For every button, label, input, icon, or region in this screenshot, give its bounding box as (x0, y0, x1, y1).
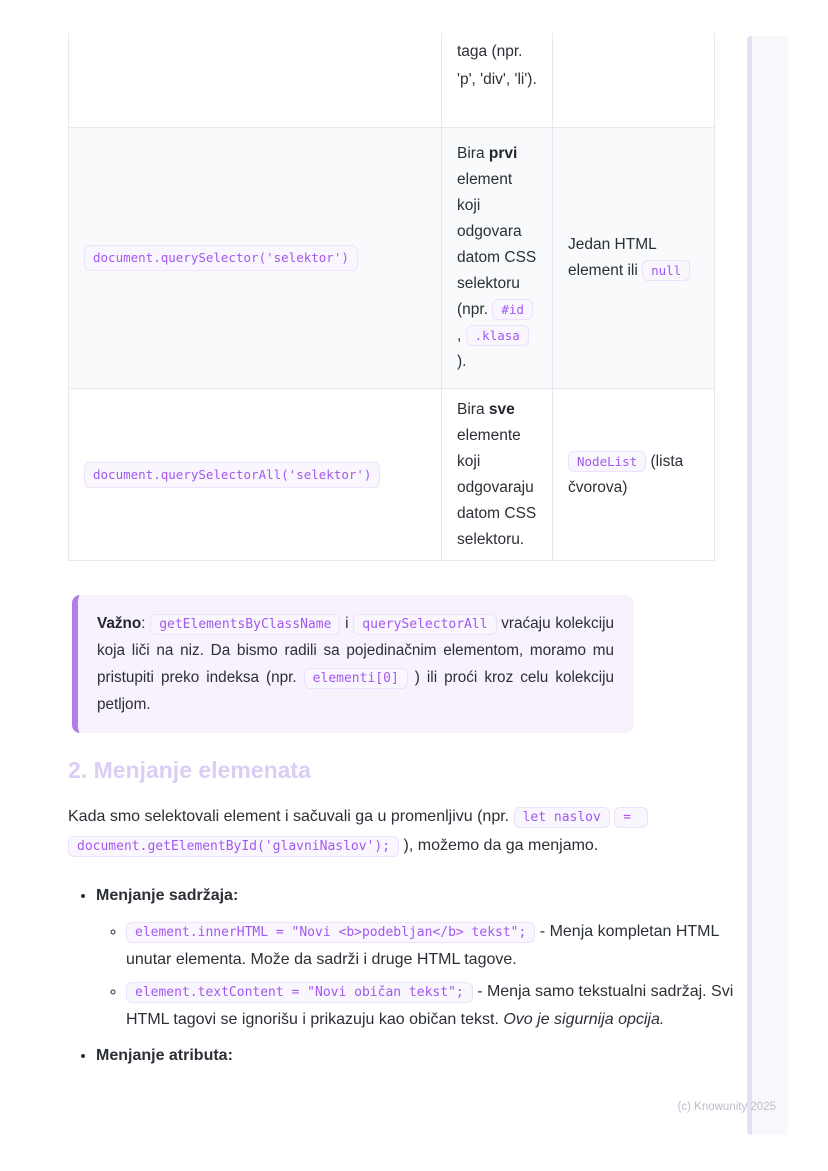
code-queryselector: document.querySelector('selektor') (84, 245, 358, 271)
table-cell-description (441, 128, 552, 388)
table-row (69, 128, 714, 389)
table-row (69, 33, 714, 128)
sub-item-text: element.innerHTML = "Novi <b>podebljan</b> tekst"; - Menja kompletan HTML unutar elementa. Može da sadrži i druge HTML tagove. (126, 923, 719, 968)
dom-methods-table (68, 33, 715, 561)
table-cell-description (441, 33, 552, 127)
inline-code-chip: elementi[0] (304, 668, 408, 689)
inline-code-chip: = document.getElementById('glavniNaslov'); (68, 807, 648, 857)
important-callout (72, 595, 634, 733)
inline-code-chip: #id (492, 299, 533, 320)
inline-code-chip: element.innerHTML = "Novi <b>podebljan</b> tekst"; (126, 922, 535, 943)
bullet-list (68, 884, 741, 1068)
sub-list-item-textcontent (126, 978, 741, 1034)
inline-code-chip: NodeList (568, 451, 646, 472)
inline-code-chip: null (642, 260, 690, 281)
inline-code-chip: let naslov (514, 807, 610, 828)
code-queryselectorall: document.querySelectorAll('selektor') (84, 462, 380, 488)
callout-text: Važno: getElementsByClassName i querySelectorAll vraćaju kolekciju koja liči na niz. Da bismo radili sa pojedinačnim elementom, moramo mu pristupiti preko indeksa (npr. elementi[0] ) ili proći kroz celu kolekciju petljom. (97, 615, 614, 713)
inline-code-chip: .klasa (466, 325, 529, 346)
list-item-menjanje-atributa (96, 1044, 741, 1068)
table-cell-returns (552, 389, 714, 561)
cell-text: Bira prvi element koji odgovara datom CSS selektoru (npr. #id , .klasa ). (457, 145, 537, 370)
table-cell-method (69, 128, 441, 388)
cell-text: Bira sve elemente koji odgovaraju datom CSS selektoru. (457, 401, 537, 548)
list-item-title: Menjanje sadržaja: (96, 887, 239, 904)
page-edge-band (747, 36, 788, 1135)
table-row (69, 389, 714, 561)
cell-text: NodeList (lista čvorova) (568, 453, 684, 496)
inline-code-chip: getElementsByClassName (150, 614, 340, 635)
inline-code-chip: element.textContent = "Novi običan tekst"; (126, 982, 473, 1003)
table-cell-method (69, 389, 441, 561)
table-cell-description (441, 389, 552, 561)
list-item-title: Menjanje atributa: (96, 1047, 233, 1064)
section-heading: 2. Menjanje elemenata (68, 757, 311, 783)
copyright-notice: (c) Knowunity 2025 (677, 1101, 776, 1113)
table-cell-method-empty (69, 33, 441, 127)
intro-paragraph: Kada smo selektovali element i sačuvali ga u promenljivu (npr. let naslov = document.getElementById('glavniNaslov'); ), možemo da ga menjamo. (68, 802, 713, 860)
inline-code-chip: querySelectorAll (353, 614, 496, 635)
cell-text: Jedan HTML element ili null (568, 232, 699, 284)
sub-list-item-innerhtml (126, 918, 741, 974)
list-item-menjanje-sadrzaja (96, 884, 741, 1034)
sub-bullet-list (96, 918, 741, 1034)
table-cell-returns (552, 128, 714, 388)
cell-text: taga (npr. 'p', 'div', 'li'). (457, 43, 537, 88)
table-cell-returns-empty (552, 33, 714, 127)
sub-item-text: element.textContent = "Novi običan tekst"; - Menja samo tekstualni sadržaj. Svi HTML tagovi se ignorišu i prikazuju kao običan tekst. Ovo je sigurnija opcija. (126, 983, 734, 1028)
